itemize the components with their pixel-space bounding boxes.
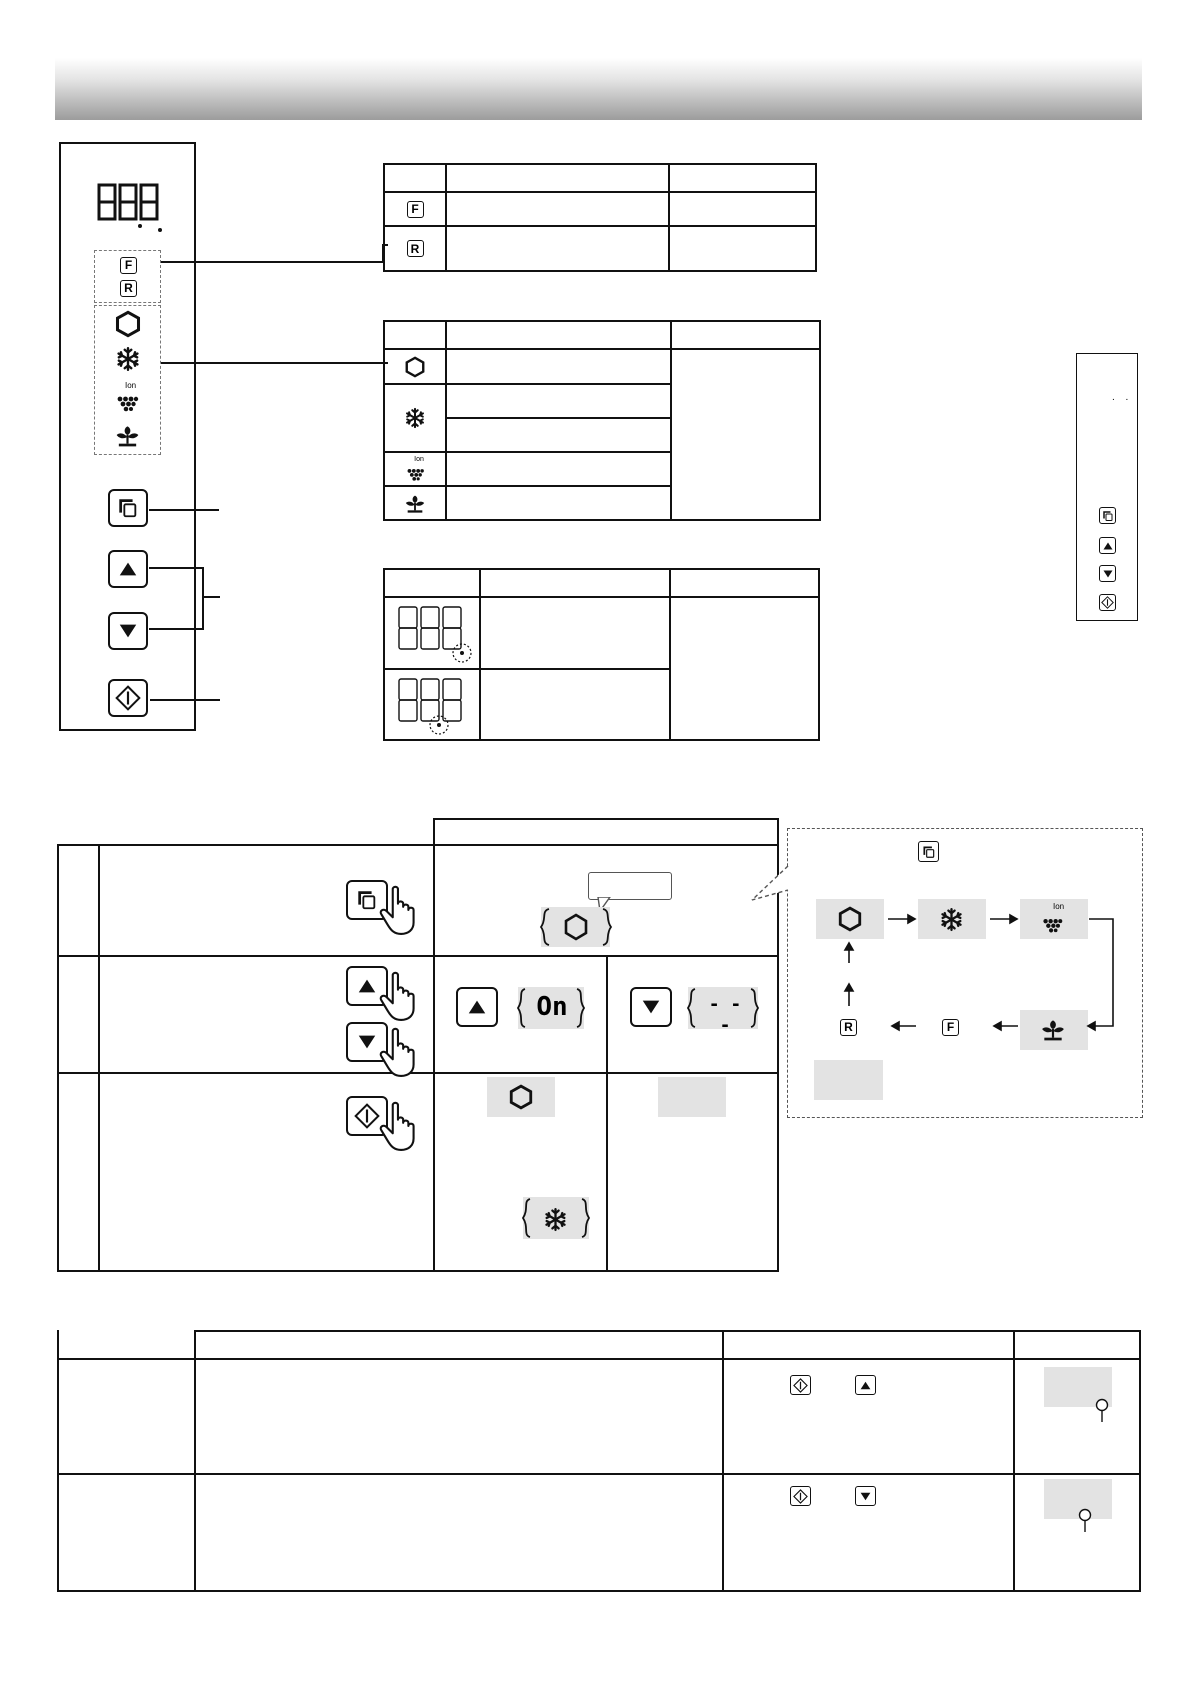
digit-display bbox=[96, 180, 166, 241]
step3-snowflake-icon bbox=[543, 1207, 568, 1232]
mini-select-button[interactable] bbox=[1099, 507, 1116, 524]
step2-hand-icon-2 bbox=[378, 1027, 420, 1077]
row2-indicator-pin bbox=[1078, 1508, 1092, 1534]
row1-up-key[interactable] bbox=[855, 1375, 876, 1395]
row2-set-key[interactable] bbox=[790, 1486, 811, 1506]
fr-ion-grapes-icon bbox=[405, 463, 425, 482]
row1-set-key[interactable] bbox=[790, 1375, 811, 1395]
function-table bbox=[383, 320, 821, 521]
cycle-r-indicator: R bbox=[840, 1018, 857, 1036]
r-indicator: R bbox=[120, 279, 137, 297]
display-table-digits-1 bbox=[395, 603, 475, 665]
snowflake-icon bbox=[115, 346, 141, 372]
ion-grapes-icon bbox=[115, 389, 139, 413]
step3-hand-icon bbox=[378, 1101, 420, 1151]
row1-indicator-pin bbox=[1095, 1398, 1109, 1424]
ion-label: Ion bbox=[125, 381, 137, 390]
fr-table-r: R bbox=[385, 227, 445, 270]
step3-off-display bbox=[658, 1077, 726, 1117]
step1-hand-icon bbox=[378, 885, 420, 935]
fr-snowflake-icon bbox=[404, 407, 426, 429]
step2-hand-icon-1 bbox=[378, 971, 420, 1021]
fr-ion-label: Ion bbox=[414, 456, 424, 463]
cycle-arrows bbox=[787, 828, 1143, 1118]
set-button[interactable] bbox=[108, 679, 148, 717]
section-header-bar bbox=[55, 58, 1142, 120]
mini-panel-dots: . . bbox=[1112, 392, 1133, 403]
step2-off-down-key[interactable] bbox=[630, 987, 672, 1027]
leaf-icon bbox=[114, 422, 141, 448]
f-indicator: F bbox=[120, 256, 137, 274]
step2-on-text: On bbox=[536, 992, 568, 1022]
fr-leaf-icon bbox=[404, 492, 426, 514]
fr-table bbox=[383, 163, 817, 272]
hexagon-icon bbox=[114, 309, 142, 339]
row2-down-key[interactable] bbox=[855, 1486, 876, 1506]
mini-up-button[interactable] bbox=[1099, 537, 1116, 554]
step1-callout bbox=[588, 872, 672, 900]
cycle-f-indicator: F bbox=[942, 1018, 959, 1036]
up-button[interactable] bbox=[108, 550, 148, 588]
display-table-digits-2 bbox=[395, 675, 475, 737]
down-button[interactable] bbox=[108, 612, 148, 650]
fr-table-f: F bbox=[385, 193, 445, 225]
mini-down-button[interactable] bbox=[1099, 565, 1116, 582]
step2-on-up-key[interactable] bbox=[456, 987, 498, 1027]
fr-hexagon-icon bbox=[404, 356, 426, 378]
bottom-table bbox=[57, 1330, 1141, 1592]
cycle-ion-label: Ion bbox=[1053, 902, 1065, 911]
step2-off-text: - - - bbox=[708, 994, 742, 1036]
select-button[interactable] bbox=[108, 489, 148, 527]
mini-set-button[interactable] bbox=[1099, 594, 1116, 611]
step3-hexagon-icon bbox=[508, 1084, 534, 1110]
